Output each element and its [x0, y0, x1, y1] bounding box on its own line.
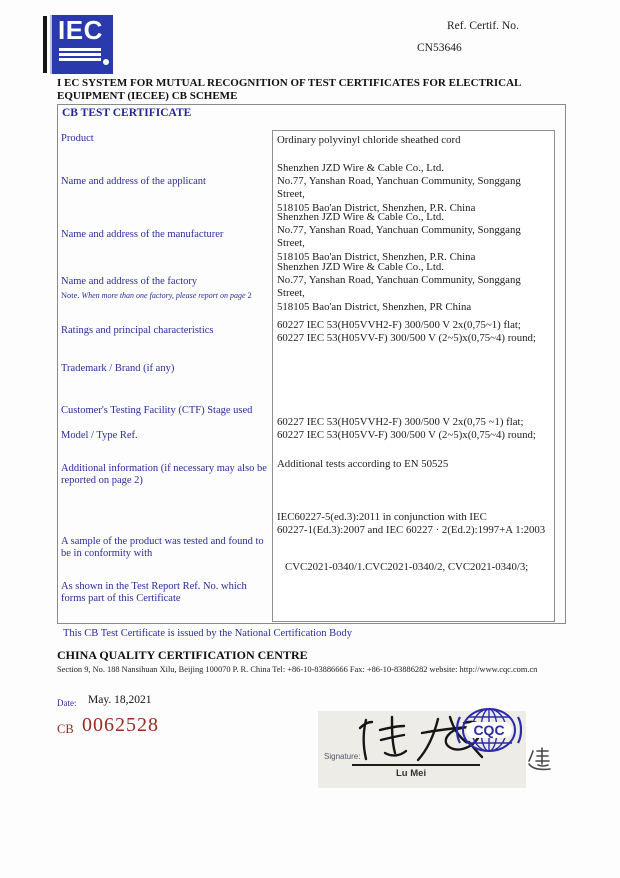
value-ratings-line: 60227 IEC 53(H05VVH2-F) 300/500 V 2x(0,75~1) flat; — [277, 319, 521, 331]
iec-logo-dot — [103, 59, 109, 65]
value-model-line: 60227 IEC 53(H05VVH2-F) 300/500 V 2x(0,75 ~1) flat; — [277, 416, 524, 428]
org-address: Section 9, No. 188 Nansihuan Xilu, Beijing 100070 P. R. China Tel: +86-10-83886666 Fax: +86-10-83886282 website: http://www.cqc.com.cn — [57, 665, 538, 674]
value-manufacturer-line: No.77, Yanshan Road, Yanchuan Community, Songgang Street, — [277, 224, 521, 250]
label-factory: Name and address of the factory — [61, 276, 198, 287]
stamp-character-icon — [527, 747, 551, 778]
iec-logo-text: IEC — [58, 15, 103, 45]
value-conformity-line: IEC60227-5(ed.3):2011 in conjunction with IEC — [277, 511, 487, 523]
iec-logo-line — [59, 58, 101, 61]
value-manufacturer-line: 518105 Bao'an District, Shenzhen, P.R. China — [277, 250, 476, 263]
value-manufacturer-line: Shenzhen JZD Wire & Cable Co., Ltd. — [277, 211, 444, 223]
cb-number: 0062528 — [82, 714, 159, 736]
factory-note-suffix: 2 — [247, 291, 252, 300]
value-model-line: 60227 IEC 53(H05VV-F) 300/500 V (2~5)x(0,75~4) round; — [277, 429, 536, 442]
label-conformity: A sample of the product was tested and found to be in conformity with — [61, 536, 264, 559]
date-value: May. 18,2021 — [88, 694, 152, 706]
issuer-note: This CB Test Certificate is issued by the National Certification Body — [63, 628, 352, 639]
label-product: Product — [61, 133, 94, 144]
signature-label: Signature: — [324, 752, 361, 761]
iec-logo-line — [59, 53, 101, 56]
cb-number-prefix: CB — [57, 722, 74, 736]
value-ratings — [277, 319, 547, 345]
label-applicant: Name and address of the applicant — [61, 176, 206, 187]
signature-name: Lu Mei — [396, 768, 427, 779]
value-additional: Additional tests according to EN 50525 — [277, 458, 449, 470]
label-test-reports: As shown in the Test Report Ref. No. which forms part of this Certificate — [61, 581, 247, 604]
iec-logo-line — [59, 48, 101, 51]
value-manufacturer — [277, 211, 547, 264]
value-applicant-line: Shenzhen JZD Wire & Cable Co., Ltd. — [277, 162, 444, 174]
value-applicant-line: 518105 Bao'an District, Shenzhen, P.R. China — [277, 201, 476, 214]
factory-note-italic: When more than one factory, please report on page — [81, 291, 248, 300]
value-ratings-line: 60227 IEC 53(H05VV-F) 300/500 V (2~5)x(0,75~4) round; — [277, 332, 536, 345]
value-test-reports: CVC2021-0340/1.CVC2021-0340/2, CVC2021-0340/3; — [285, 561, 529, 573]
value-factory-line: 518105 Bao'an District, Shenzhen, PR China — [277, 300, 472, 313]
ref-certif-number: CN53646 — [417, 42, 462, 54]
org-name: CHINA QUALITY CERTIFICATION CENTRE — [57, 648, 308, 662]
iec-logo-spine — [43, 16, 47, 73]
ref-certif-label: Ref. Certif. No. — [447, 20, 519, 32]
value-model — [277, 416, 547, 442]
value-applicant — [277, 162, 547, 215]
value-product: Ordinary polyvinyl chloride sheathed cord — [277, 134, 461, 146]
date-label: Date: — [57, 698, 77, 708]
value-factory-line: No.77, Yanshan Road, Yanchuan Community, Songgang Street, — [277, 274, 521, 300]
label-trademark: Trademark / Brand (if any) — [61, 363, 175, 374]
label-model: Model / Type Ref. — [61, 430, 138, 441]
label-additional: Additional information (if necessary may also be reported on page 2) — [61, 463, 267, 486]
cqc-logo-icon — [456, 705, 522, 762]
scheme-title: I EC SYSTEM FOR MUTUAL RECOGNITION OF TEST CERTIFICATES FOR ELECTRICAL EQUIPMENT (IECEE) CB SCHEME — [57, 77, 521, 102]
label-factory-note — [61, 290, 268, 302]
value-factory-line: Shenzhen JZD Wire & Cable Co., Ltd. — [277, 261, 444, 273]
label-ratings: Ratings and principal characteristics — [61, 325, 214, 336]
certificate-title: CB TEST CERTIFICATE — [62, 107, 192, 119]
value-conformity-line: 60227-1(Ed.3):2007 and IEC 60227 · 2(Ed.2):1997+A 1:2003 — [277, 524, 546, 537]
value-conformity — [277, 511, 547, 537]
signature-line — [352, 764, 480, 766]
factory-note-prefix: Note. — [61, 291, 82, 300]
label-manufacturer: Name and address of the manufacturer — [61, 229, 224, 240]
value-factory — [277, 261, 547, 314]
value-applicant-line: No.77, Yanshan Road, Yanchuan Community, Songgang Street, — [277, 175, 521, 201]
label-ctf: Customer's Testing Facility (CTF) Stage used — [61, 405, 253, 416]
cqc-logo-text: CQC — [473, 722, 505, 738]
